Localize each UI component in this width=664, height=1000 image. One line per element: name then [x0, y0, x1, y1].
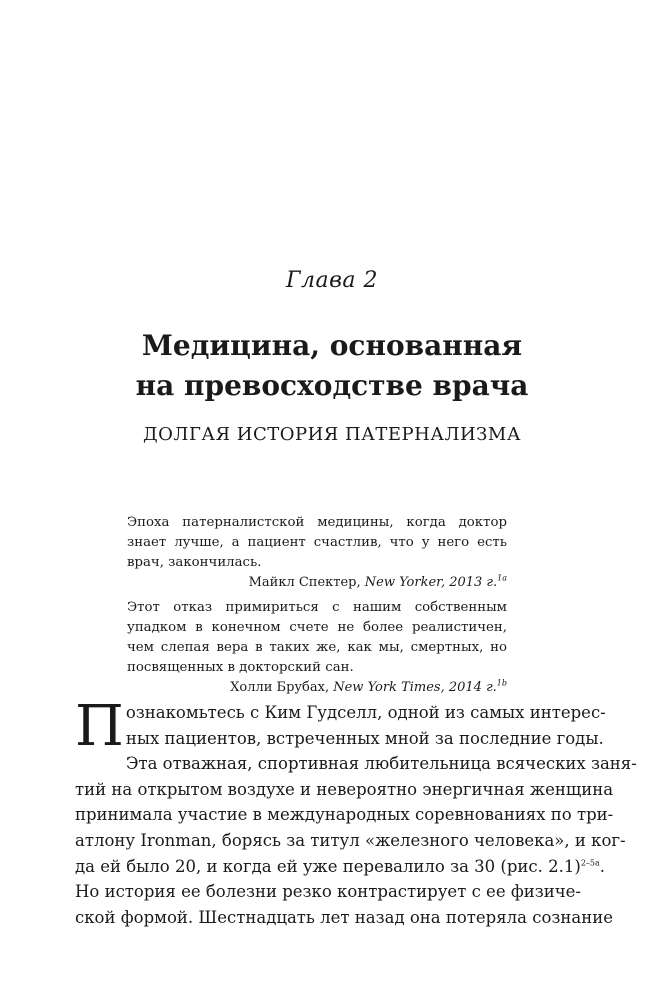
epigraph-1-note: 1a	[497, 573, 507, 583]
body-line-7-note: 2–5a	[580, 858, 600, 868]
body-line-5: принимала участие в международных соревнованиях по три-	[75, 805, 614, 825]
body-line-8: Но история ее болезни резко контрастирует с ее физиче-	[75, 882, 581, 902]
chapter-title	[0, 326, 664, 406]
epigraph-2-source: New York Times, 2014 г.	[333, 680, 497, 695]
body-line-9: ской формой. Шестнадцать лет назад она потеряла сознание	[75, 907, 613, 927]
body-line-6: атлону Ironman, борясь за титул «железного человека», и ког-	[75, 830, 626, 850]
chapter-subtitle: ДОЛГАЯ ИСТОРИЯ ПАТЕРНАЛИЗМА	[143, 424, 521, 445]
epigraph-1-author: Майкл Спектер,	[248, 575, 365, 590]
body-line-7-end: .	[599, 856, 606, 876]
epigraph-1-source: New Yorker, 2013 г.	[364, 575, 498, 590]
epigraph-2-text: Этот отказ примириться с нашим собственным упадком в конечном счете не более реалистичен, чем слепая вера в таких же, как мы, смертных, но посвященных в докторский сан.	[127, 600, 507, 675]
body-line-1: ознакомьтесь с Ким Гудселл, одной из самых интерес-	[125, 703, 606, 722]
epigraph-2-author: Холли Брубах,	[230, 680, 334, 695]
chapter-title-line-1: Медицина, основанная	[141, 329, 523, 362]
epigraph-2	[127, 598, 507, 698]
body-line-7	[75, 854, 606, 880]
chapter-title-line-2: на превосходстве врача	[135, 369, 529, 402]
body-line-4: тий на открытом воздухе и невероятно энергичная женщина	[75, 779, 614, 799]
body-paragraph	[75, 694, 637, 930]
epigraph-1	[127, 513, 507, 593]
drop-cap: П	[75, 694, 124, 759]
epigraph-2-attribution	[127, 678, 507, 698]
body-line-3: Эта отважная, спортивная любительница всяческих заня-	[125, 754, 637, 774]
epigraph-1-attribution	[127, 573, 507, 593]
chapter-label: Глава 2	[285, 268, 379, 293]
body-line-7-text: да ей было 20, и когда ей уже перевалило за 30 (рис. 2.1)	[75, 856, 581, 876]
epigraph-1-text: Эпоха патерналистской медицины, когда доктор знает лучше, а пациент счастлив, что у него есть врач, закончилась.	[127, 515, 507, 570]
body-line-2: ных пациентов, встреченных мной за последние годы.	[125, 728, 604, 748]
epigraph-2-note: 1b	[496, 678, 507, 688]
